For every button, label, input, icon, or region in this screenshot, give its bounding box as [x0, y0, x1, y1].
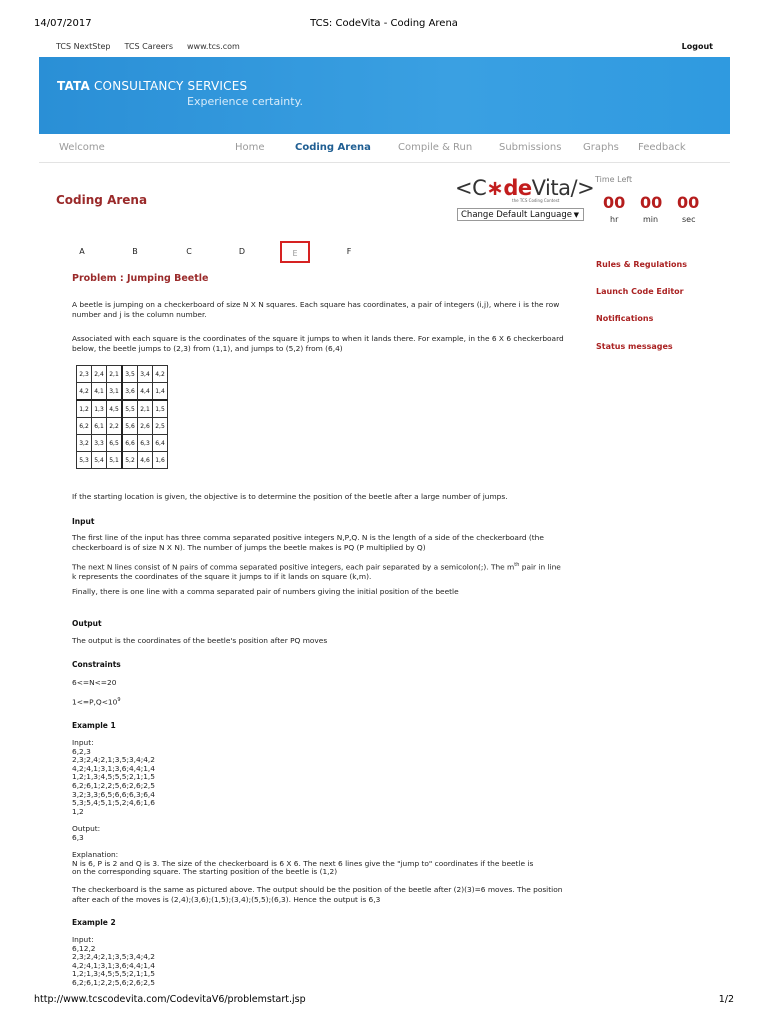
- nav-compile-run[interactable]: Compile & Run: [398, 142, 473, 153]
- grid-cell: 6,3: [138, 435, 153, 452]
- print-date: 14/07/2017: [34, 18, 92, 29]
- example-1-heading: Example 1: [72, 721, 116, 730]
- grid-cell: 4,6: [138, 452, 153, 469]
- example-1-explanation-2: The checkerboard is the same as pictured above. The output should be the position of the beetle after (2)(3)=6 moves. The position after each of the moves is (2,4);(3,6);(1,5);(3,4);(5,5);(6,3). Hence the output is 6,3: [72, 885, 563, 904]
- tcs-logo: [57, 79, 247, 93]
- grid-cell: 1,5: [153, 400, 168, 418]
- grid-cell: 6,1: [92, 418, 107, 435]
- main-nav: [39, 142, 730, 154]
- nav-coding-arena[interactable]: Coding Arena: [295, 142, 371, 153]
- grid-cell: 3,4: [138, 366, 153, 383]
- input-paragraph-1: The first line of the input has three comma separated positive integers N,P,Q. N is the length of a side of the checkerboard (the checkerboard is of size N X N). The number of jumps the beetle makes is PQ (P multiplied by Q): [72, 533, 544, 552]
- timer-minutes-label: min: [643, 215, 659, 224]
- table-row: [77, 452, 168, 469]
- notifications-link[interactable]: Notifications: [596, 314, 654, 323]
- timer-hours-label: hr: [610, 215, 619, 224]
- grid-cell: 2,5: [153, 418, 168, 435]
- grid-cell: 5,4: [92, 452, 107, 469]
- link-tcs-nextstep[interactable]: TCS NextStep: [56, 42, 111, 51]
- logo-part-open: <C: [455, 176, 487, 200]
- grid-cell: 3,1: [107, 383, 123, 401]
- caret-down-icon: ▼: [573, 211, 579, 219]
- grid-cell: 5,6: [122, 418, 138, 435]
- link-tcs-careers[interactable]: TCS Careers: [124, 42, 174, 51]
- constraint-2-exponent: 9: [117, 697, 121, 703]
- launch-code-editor-link[interactable]: Launch Code Editor: [596, 287, 684, 296]
- constraints-heading: Constraints: [72, 660, 121, 669]
- logo-part-de: de: [503, 176, 532, 200]
- grid-cell: 4,5: [107, 400, 123, 418]
- table-row: [77, 400, 168, 418]
- tab-problem-b[interactable]: B: [132, 247, 138, 256]
- grid-cell: 3,2: [77, 435, 92, 452]
- tagline: Experience certainty.: [187, 95, 304, 108]
- grid-cell: 3,6: [122, 383, 138, 401]
- nav-feedback[interactable]: Feedback: [638, 142, 686, 153]
- print-title: TCS: CodeVita - Coding Arena: [310, 18, 458, 29]
- page-title: Coding Arena: [56, 193, 148, 207]
- grid-cell: 3,5: [122, 366, 138, 383]
- grid-cell: 4,4: [138, 383, 153, 401]
- example-1-output: Output: 6,3: [72, 824, 101, 842]
- table-row: [77, 366, 168, 383]
- grid-cell: 1,2: [77, 400, 92, 418]
- timer-seconds-label: sec: [682, 215, 696, 224]
- grid-cell: 5,2: [122, 452, 138, 469]
- print-footer-page: 1/2: [718, 994, 734, 1005]
- problem-paragraph-3: If the starting location is given, the objective is to determine the position of the beetle after a large number of jumps.: [72, 492, 508, 501]
- nav-graphs[interactable]: Graphs: [583, 142, 619, 153]
- grid-cell: 2,1: [138, 400, 153, 418]
- logout-link[interactable]: Logout: [681, 42, 713, 51]
- grid-cell: 2,3: [77, 366, 92, 383]
- logo-part-vita: Vita/>: [531, 176, 595, 200]
- input-p2-part-b: pair in line k represents the coordinates of the square it jumps to if it lands on square (k,m).: [72, 562, 561, 581]
- table-row: [77, 383, 168, 401]
- time-left-label: Time Left: [595, 175, 633, 184]
- nav-divider: [39, 162, 730, 163]
- link-tcs-com[interactable]: www.tcs.com: [187, 42, 240, 51]
- grid-cell: 5,1: [107, 452, 123, 469]
- output-paragraph: The output is the coordinates of the beetle's position after PQ moves: [72, 636, 328, 645]
- grid-cell: 6,4: [153, 435, 168, 452]
- nav-welcome: Welcome: [59, 142, 105, 153]
- tab-problem-d[interactable]: D: [238, 247, 246, 256]
- example-1-input: Input: 6,2,3 2,3;2,4;2,1;3,5;3,4;4,2 4,2;4,1;3,1;3,6;4,4;1,4 1,2;1,3;4,5;5,5;2,1;1,5 6,2;6,1;2,2;5,6;2,6;2,5 3,2;3,3;6,5;6,6;6,3;6,4 5,3;5,4;5,1;5,2;4,6;1,6 1,2: [72, 738, 155, 816]
- tab-problem-e[interactable]: E: [280, 241, 310, 263]
- input-paragraph-2: [72, 561, 567, 581]
- tab-problem-a[interactable]: A: [79, 247, 85, 256]
- constraint-2: [72, 696, 567, 707]
- grid-cell: 4,2: [77, 383, 92, 401]
- grid-cell: 2,4: [92, 366, 107, 383]
- table-row: [77, 418, 168, 435]
- timer-minutes: 00: [640, 193, 663, 212]
- problem-tabs: [56, 241, 376, 265]
- grid-cell: 1,4: [153, 383, 168, 401]
- logo-subtitle: the TCS Coding Contest: [512, 198, 560, 203]
- codevita-logo: [455, 176, 594, 200]
- print-footer-url: http://www.tcscodevita.com/CodevitaV6/problemstart.jsp: [34, 994, 306, 1005]
- brand-rest: CONSULTANCY SERVICES: [89, 79, 248, 93]
- timer-seconds: 00: [677, 193, 700, 212]
- grid-cell: 1,3: [92, 400, 107, 418]
- grid-cell: 3,3: [92, 435, 107, 452]
- rules-link[interactable]: Rules & Regulations: [596, 260, 687, 269]
- grid-cell: 2,2: [107, 418, 123, 435]
- grid-cell: 2,6: [138, 418, 153, 435]
- output-heading: Output: [72, 619, 102, 628]
- input-heading: Input: [72, 517, 95, 526]
- header-banner: [39, 57, 730, 134]
- status-messages-link[interactable]: Status messages: [596, 342, 673, 351]
- grid-cell: 2,1: [107, 366, 123, 383]
- nav-submissions[interactable]: Submissions: [499, 142, 562, 153]
- language-select-value: Change Default Language: [461, 210, 572, 220]
- language-select[interactable]: [457, 208, 584, 221]
- example-1-explanation: Explanation: N is 6, P is 2 and Q is 3. The size of the checkerboard is 6 X 6. The next 6 lines give the "jump to" coordinates if the beetle is on the corresponding square. The starting position of the beetle is (1,2): [72, 850, 534, 877]
- constraint-2-base: 1<=P,Q<10: [72, 697, 118, 707]
- timer-hours: 00: [603, 193, 626, 212]
- problem-paragraph-1: A beetle is jumping on a checkerboard of size N X N squares. Each square has coordinates, a pair of integers (i,j), where i is the row number and j is the column number.: [72, 300, 560, 319]
- grid-cell: 6,5: [107, 435, 123, 452]
- checkerboard-table: [76, 365, 168, 469]
- example-2-heading: Example 2: [72, 918, 116, 927]
- problem-title: Problem : Jumping Beetle: [72, 273, 209, 284]
- grid-cell: 4,1: [92, 383, 107, 401]
- grid-cell: 5,3: [77, 452, 92, 469]
- tab-problem-c[interactable]: C: [186, 247, 192, 256]
- input-paragraph-3: Finally, there is one line with a comma separated pair of numbers giving the initial position of the beetle: [72, 587, 459, 596]
- constraint-1: 6<=N<=20: [72, 678, 117, 687]
- tab-problem-f[interactable]: F: [346, 247, 352, 256]
- grid-cell: 4,2: [153, 366, 168, 383]
- top-links: [56, 42, 240, 51]
- nav-home[interactable]: Home: [235, 142, 265, 153]
- problem-paragraph-2: Associated with each square is the coordinates of the square it jumps to when it lands there. For example, in the 6 X 6 checkerboard below, the beetle jumps to (2,3) from (1,1), and jumps to (5,2) from (6,4): [72, 334, 564, 353]
- grid-cell: 6,2: [77, 418, 92, 435]
- grid-cell: 6,6: [122, 435, 138, 452]
- input-p2-sup: th: [514, 562, 520, 568]
- input-p2-part-a: The next N lines consist of N pairs of comma separated positive integers, each pair separated by a semicolon(;). The m: [72, 562, 515, 572]
- grid-cell: 1,6: [153, 452, 168, 469]
- example-2-input: Input: 6,12,2 2,3;2,4;2,1;3,5;3,4;4,2 4,2;4,1;3,1;3,6;4,4;1,4 1,2;1,3;4,5;5,5;2,1;1,5 6,2;6,1;2,2;5,6;2,6;2,5: [72, 935, 155, 987]
- logo-star-icon: ∗: [486, 176, 504, 200]
- grid-cell: 5,5: [122, 400, 138, 418]
- brand-bold: TATA: [57, 79, 90, 93]
- table-row: [77, 435, 168, 452]
